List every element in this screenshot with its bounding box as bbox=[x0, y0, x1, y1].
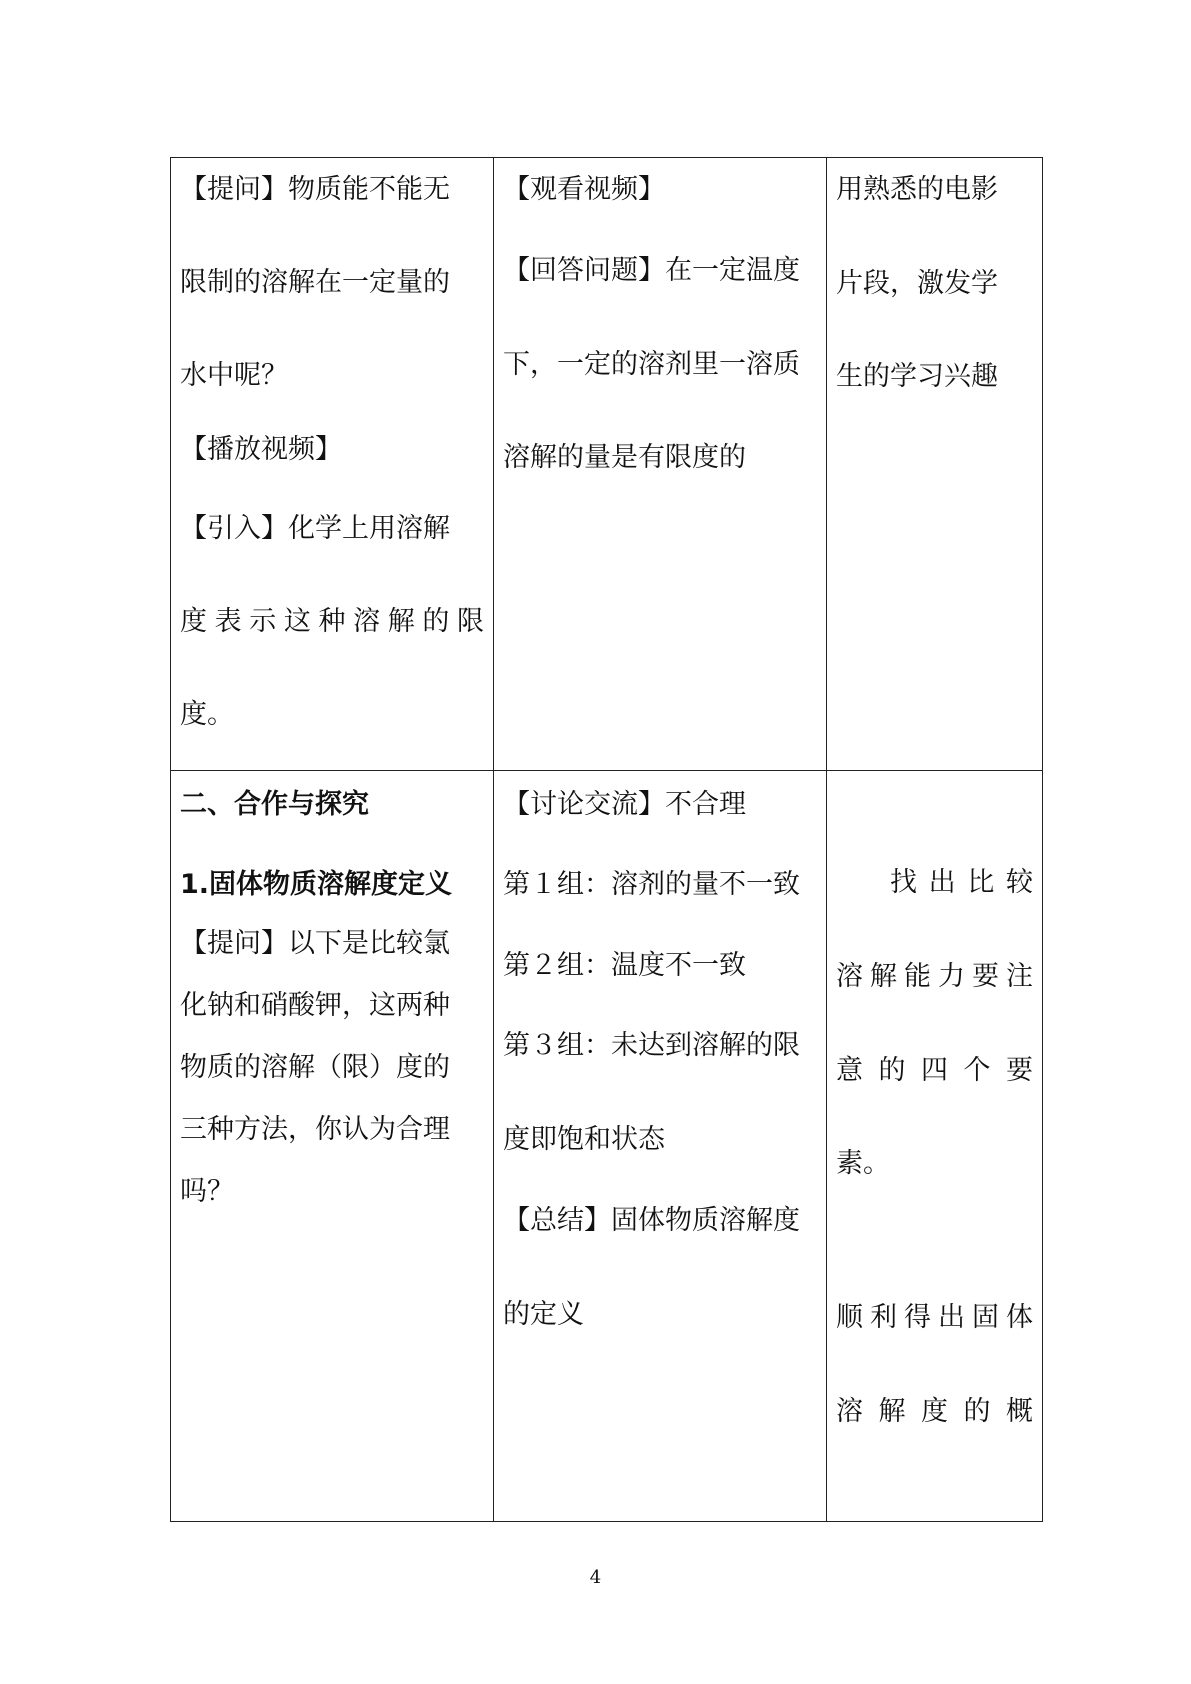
cell-text-line: 溶解度的概 bbox=[836, 1396, 1033, 1427]
cell-text-line: 水中呢？ bbox=[180, 360, 288, 391]
cell-text-line: 度表示这种溶解的限 bbox=[180, 606, 484, 637]
cell-text-line: 【讨论交流】不合理 bbox=[503, 789, 746, 820]
cell-text-line: 度。 bbox=[180, 699, 234, 730]
cell-text-line: 第２组：温度不一致 bbox=[503, 950, 746, 981]
page-number: 4 bbox=[589, 1567, 602, 1588]
table-row bbox=[171, 771, 1043, 1522]
cell-text-line: 【观看视频】 bbox=[503, 174, 665, 205]
cell-text-line: 限制的溶解在一定量的 bbox=[180, 267, 450, 298]
design-intent-cell bbox=[827, 158, 1043, 771]
cell-text-line: 三种方法，你认为合理 bbox=[180, 1114, 450, 1145]
table-row bbox=[171, 158, 1043, 771]
cell-text-line: 下，一定的溶剂里一溶质 bbox=[503, 349, 800, 380]
cell-text-line: 物质的溶解（限）度的 bbox=[180, 1052, 450, 1083]
cell-text-line: 度即饱和状态 bbox=[503, 1124, 665, 1155]
teacher-activity-cell bbox=[171, 771, 494, 1522]
cell-text-line: 【回答问题】在一定温度 bbox=[503, 255, 800, 286]
cell-text-line: 素。 bbox=[836, 1148, 890, 1179]
cell-text-line: 用熟悉的电影 bbox=[836, 174, 998, 205]
cell-text-line: 顺利得出固体 bbox=[836, 1302, 1033, 1333]
lesson-plan-table bbox=[170, 157, 1043, 1522]
cell-text-line: 找出比较 bbox=[890, 867, 1033, 898]
cell-text-line: 【播放视频】 bbox=[180, 434, 342, 465]
cell-text-line: 生的学习兴趣 bbox=[836, 361, 998, 392]
cell-text-line: 【总结】固体物质溶解度 bbox=[503, 1205, 800, 1236]
cell-text-line: 第３组：未达到溶解的限 bbox=[503, 1030, 800, 1061]
subsection-heading: 1.固体物质溶解度定义 bbox=[180, 869, 453, 900]
cell-text-line: 【引入】化学上用溶解 bbox=[180, 513, 450, 544]
student-activity-cell bbox=[494, 771, 827, 1522]
cell-text-line: 溶解能力要注 bbox=[836, 961, 1033, 992]
cell-text-line: 的定义 bbox=[503, 1299, 584, 1330]
design-intent-cell bbox=[827, 771, 1043, 1522]
student-activity-cell bbox=[494, 158, 827, 771]
cell-text-line: 【提问】物质能不能无 bbox=[180, 174, 450, 205]
cell-text-line: 【提问】以下是比较氯 bbox=[180, 928, 450, 959]
cell-text-line: 溶解的量是有限度的 bbox=[503, 442, 746, 473]
teacher-activity-cell bbox=[171, 158, 494, 771]
cell-text-line: 化钠和硝酸钾，这两种 bbox=[180, 990, 450, 1021]
section-heading: 二、合作与探究 bbox=[180, 789, 369, 820]
cell-text-line: 意的四个要 bbox=[836, 1055, 1033, 1086]
cell-text-line: 片段，激发学 bbox=[836, 268, 998, 299]
cell-text-line: 吗？ bbox=[180, 1176, 234, 1207]
cell-text-line: 第１组：溶剂的量不一致 bbox=[503, 869, 800, 900]
